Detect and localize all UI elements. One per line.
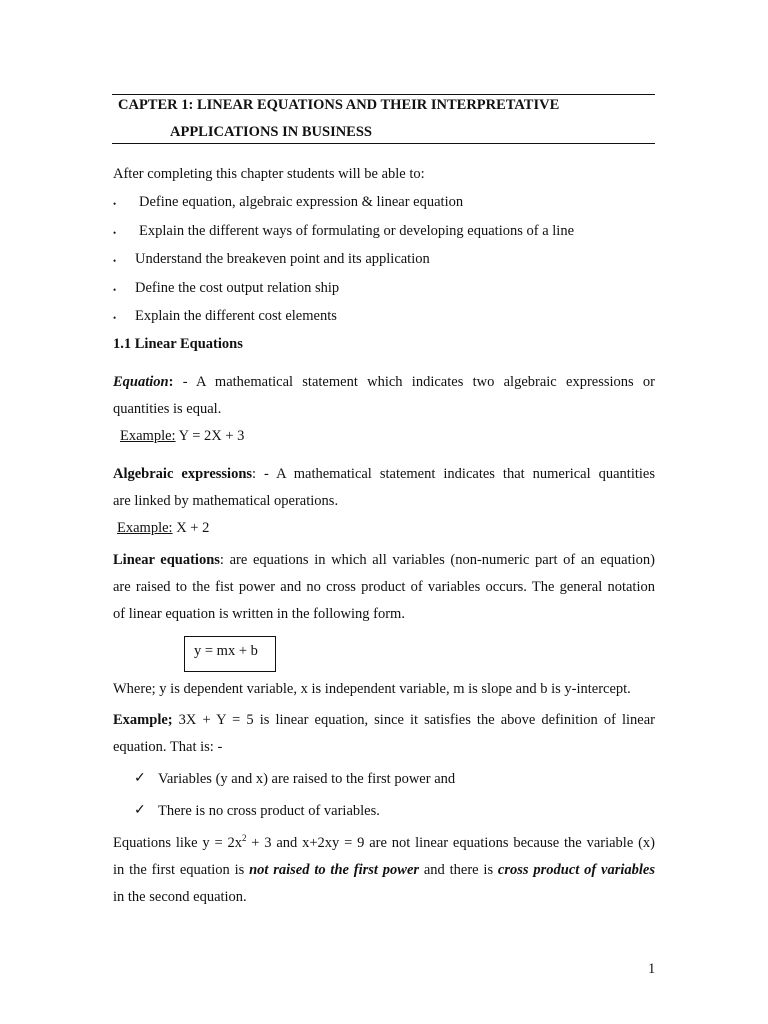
superscript: 2: [241, 833, 247, 843]
checkmark-icon: ✓: [134, 803, 146, 818]
where-text: Where; y is dependent variable, x is independent variable, m is slope and b is y-intercept.: [113, 681, 631, 697]
linear-def-line2: are raised to the fist power and no cross product of variables occurs. The general notation: [113, 579, 655, 595]
checkmark-icon: ✓: [134, 771, 146, 786]
check-text: There is no cross product of variables.: [158, 803, 380, 819]
closing-emphasis-1: not raised to the first power: [249, 862, 420, 878]
heading-top-rule: [112, 94, 655, 95]
bullet-icon: •: [113, 256, 117, 266]
linear-def-line1: [113, 552, 655, 569]
example-value: X + 2: [172, 520, 210, 536]
objective-text: Define equation, algebraic expression & linear equation: [139, 194, 464, 210]
bullet-icon: •: [113, 199, 117, 209]
example2-label: Example;: [113, 712, 173, 728]
closing-line3: in the second equation.: [113, 889, 247, 905]
algebraic-def-line2: are linked by mathematical operations.: [113, 493, 339, 509]
example2-line1: [113, 712, 655, 729]
linear-term: Linear equations: [113, 552, 220, 568]
objective-text: Explain the different cost elements: [135, 308, 337, 324]
equation-colon: :: [168, 374, 174, 390]
formula-text: y = mx + b: [194, 643, 258, 659]
example-value: Y = 2X + 3: [175, 428, 245, 444]
closing-line2: [113, 862, 655, 879]
algebraic-def-text: : - A mathematical statement indicates that numerical quantities: [252, 466, 655, 482]
section-title: 1.1 Linear Equations: [113, 336, 243, 352]
objective-text: Define the cost output relation ship: [135, 280, 340, 296]
equation-def-text: - A mathematical statement which indicates two algebraic expressions or: [173, 374, 655, 390]
objective-text: Explain the different ways of formulating or developing equations of a line: [139, 223, 575, 239]
closing-text-b: + 3 and x+2xy = 9 are not linear equations because the variable (x): [246, 835, 655, 851]
example2-line2: equation. That is: -: [113, 739, 223, 755]
closing-emphasis-2: cross product of variables: [497, 862, 655, 878]
equation-example: [120, 428, 244, 445]
linear-def-text: : are equations in which all variables (non-numeric part of an equation): [219, 552, 655, 568]
intro-text: After completing this chapter students will be able to:: [113, 166, 425, 182]
objective-text: Understand the breakeven point and its application: [135, 251, 430, 267]
equation-term: Equation: [113, 374, 169, 390]
chapter-heading-line1: CAPTER 1: LINEAR EQUATIONS AND THEIR INTERPRETATIVE: [118, 97, 560, 113]
heading-bottom-rule: [112, 143, 655, 144]
closing-line1: [113, 835, 655, 852]
equation-def-line1: [113, 374, 655, 391]
closing-text-d: and there is: [419, 862, 498, 878]
closing-text-a: Equations like y = 2x: [113, 835, 242, 851]
chapter-heading-line2: APPLICATIONS IN BUSINESS: [170, 124, 372, 140]
bullet-icon: •: [113, 313, 117, 323]
bullet-icon: •: [113, 285, 117, 295]
bullet-icon: •: [113, 228, 117, 238]
example-label: Example:: [120, 428, 176, 444]
equation-def-line2: quantities is equal.: [113, 401, 222, 417]
example-label: Example:: [117, 520, 173, 536]
algebraic-def-line1: [113, 466, 655, 483]
algebraic-example: [117, 520, 209, 537]
check-text: Variables (y and x) are raised to the first power and: [158, 771, 456, 787]
example2-text: 3X + Y = 5 is linear equation, since it satisfies the above definition of linear: [172, 712, 655, 728]
closing-text-c: in the first equation is: [113, 862, 250, 878]
algebraic-term: Algebraic expressions: [113, 466, 253, 482]
page-number: 1: [648, 961, 656, 977]
linear-def-line3: of linear equation is written in the following form.: [113, 606, 405, 622]
